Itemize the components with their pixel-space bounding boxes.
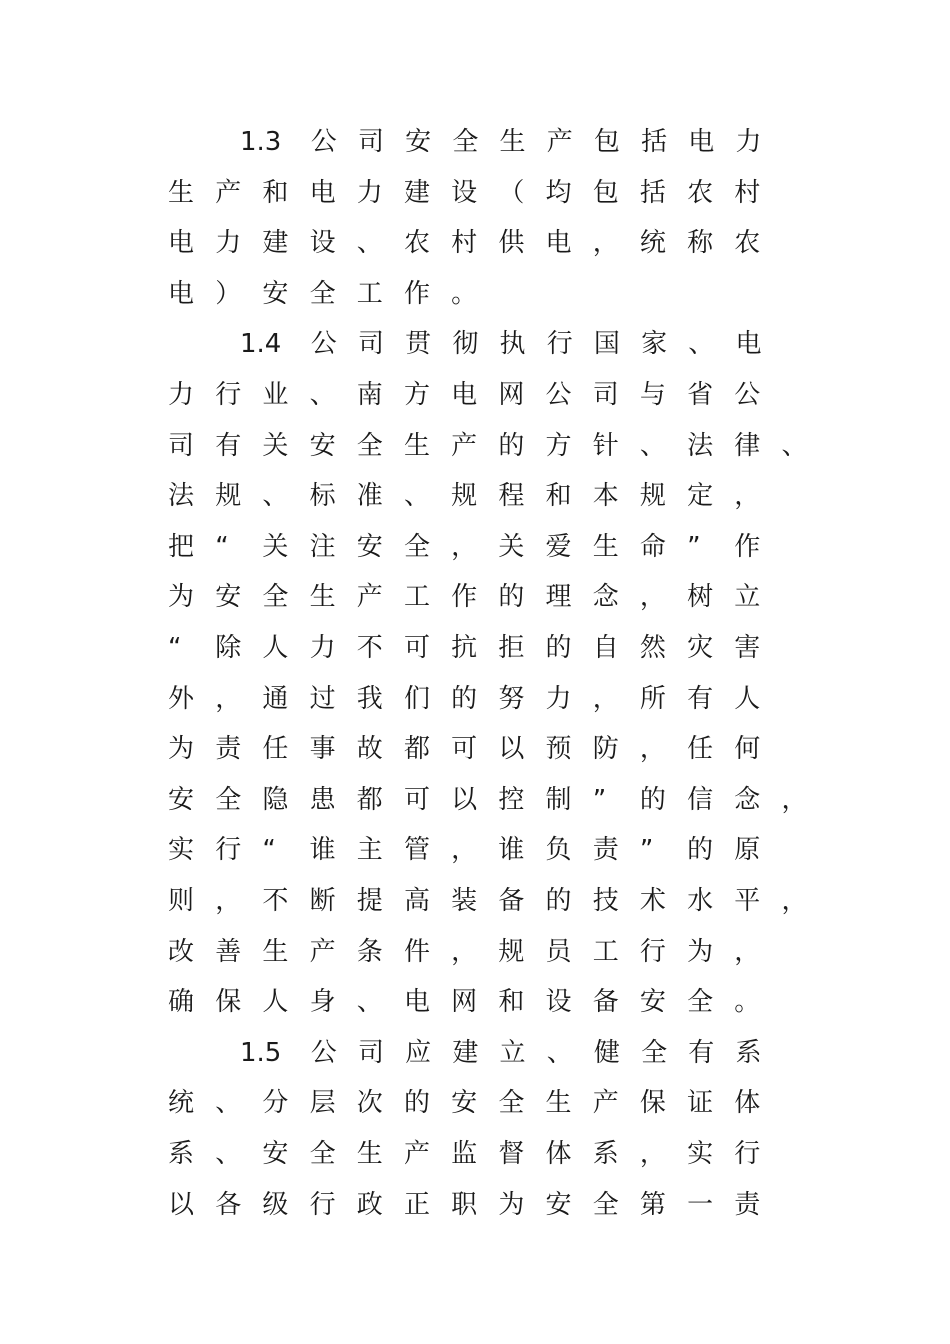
paragraph-number: 1.3 xyxy=(240,127,282,157)
paragraph-line xyxy=(168,1078,781,1128)
paragraph-line-text: 司 有 关 安 全 生 产 的 方 针 、 法 律 、 xyxy=(168,430,808,461)
paragraph-line-text: 电 ） 安 全 工 作 。 xyxy=(168,278,478,309)
paragraph-line-text: 改 善 生 产 条 件 ， 规 员 工 行 为 ， xyxy=(168,936,761,967)
paragraph-line-text: 安 全 隐 患 都 可 以 控 制 ” 的 信 念 ， xyxy=(168,784,808,815)
paragraph-line-text: 统 、 分 层 次 的 安 全 生 产 保 证 体 xyxy=(168,1088,761,1119)
paragraph-line-text: 把 “ 关 注 安 全 ， 关 爱 生 命 ” 作 xyxy=(168,531,761,562)
paragraph-line xyxy=(168,927,781,977)
paragraph-line-text: 公 司 贯 彻 执 行 国 家 、 电 xyxy=(310,329,762,360)
paragraph-line-text: 电 力 建 设 、 农 村 供 电 ， 统 称 农 xyxy=(168,228,761,259)
paragraph-first-line xyxy=(240,1028,783,1078)
paragraph-line xyxy=(168,876,829,926)
paragraph-line xyxy=(168,572,781,622)
paragraph-line xyxy=(168,522,781,572)
paragraph-line-text: 公 司 安 全 生 产 包 括 电 力 xyxy=(310,127,762,157)
paragraph-line xyxy=(168,370,781,420)
paragraph-line xyxy=(168,1180,781,1230)
paragraph-line-text: 为 责 任 事 故 都 可 以 预 防 ， 任 何 xyxy=(168,734,761,765)
paragraph-line-text: 生 产 和 电 力 建 设 （ 均 包 括 农 村 xyxy=(168,177,761,208)
paragraph-line-text: “ 除 人 力 不 可 抗 拒 的 自 然 灾 害 xyxy=(168,633,761,663)
paragraph-first-line xyxy=(240,319,783,369)
paragraph-line xyxy=(168,775,829,825)
paragraph-line xyxy=(168,168,781,218)
paragraph-line-text: 系 、 安 全 生 产 监 督 体 系 ， 实 行 xyxy=(168,1139,761,1169)
paragraph-line xyxy=(168,674,781,724)
paragraph-line-text: 则 ， 不 断 提 高 装 备 的 技 术 水 平 ， xyxy=(168,886,808,916)
paragraph-line xyxy=(168,471,781,521)
paragraph-line-text: 法 规 、 标 准 、 规 程 和 本 规 定 ， xyxy=(168,481,761,512)
paragraph-line xyxy=(168,269,498,319)
paragraph-line xyxy=(168,977,781,1027)
paragraph-line xyxy=(168,724,781,774)
paragraph-line xyxy=(168,218,781,268)
paragraph-line-text: 以 各 级 行 政 正 职 为 安 全 第 一 责 xyxy=(168,1189,761,1220)
paragraph-first-line xyxy=(240,117,783,167)
paragraph-line-text: 确 保 人 身 、 电 网 和 设 备 安 全 。 xyxy=(168,987,761,1018)
paragraph-number: 1.4 xyxy=(240,329,282,360)
paragraph-line-text: 实 行 “ 谁 主 管 ， 谁 负 责 ” 的 原 xyxy=(168,835,761,866)
paragraph-number: 1.5 xyxy=(240,1037,282,1068)
paragraph-line xyxy=(168,421,829,471)
paragraph-line-text: 为 安 全 生 产 工 作 的 理 念 ， 树 立 xyxy=(168,582,761,613)
paragraph-line xyxy=(168,1129,781,1179)
paragraph-line-text: 力 行 业 、 南 方 电 网 公 司 与 省 公 xyxy=(168,380,761,410)
paragraph-line-text: 外 ， 通 过 我 们 的 努 力 ， 所 有 人 xyxy=(168,683,761,714)
paragraph-line-text: 公 司 应 建 立 、 健 全 有 系 xyxy=(310,1037,762,1068)
paragraph-line xyxy=(168,623,781,673)
paragraph-line xyxy=(168,825,781,875)
